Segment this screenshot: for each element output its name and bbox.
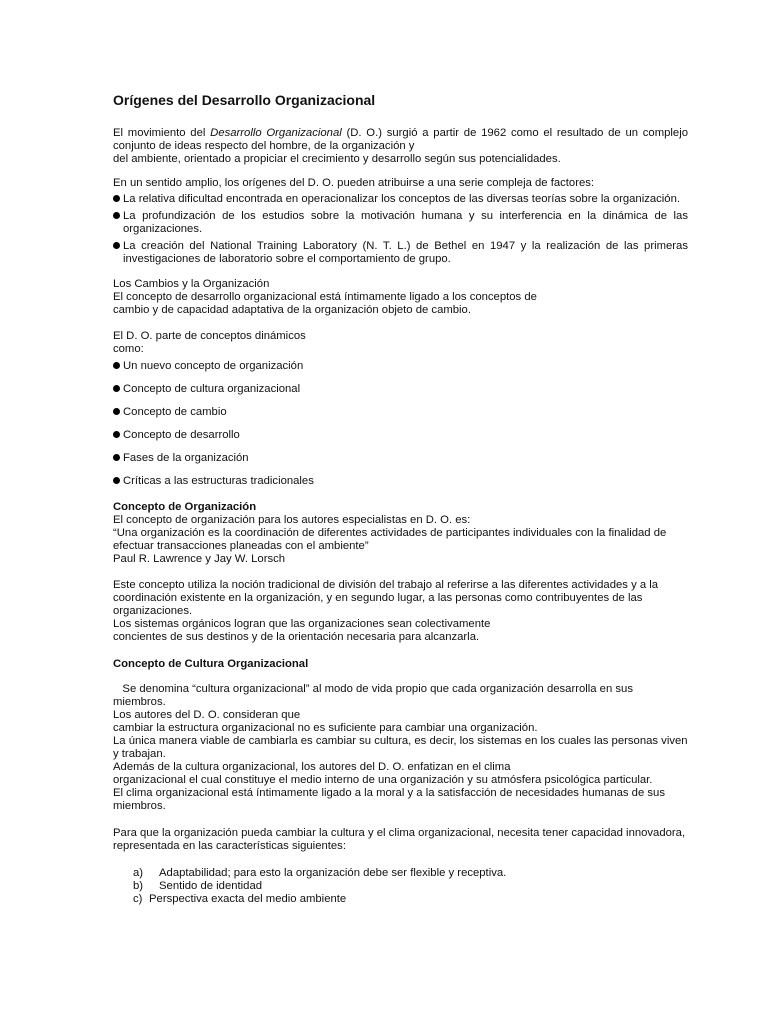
section-heading: Concepto de Cultura Organizacional bbox=[113, 658, 309, 670]
list-item-text: Un nuevo concepto de organización bbox=[123, 360, 304, 372]
org-line: efectuar transacciones planeadas con el ambiente” bbox=[113, 540, 369, 552]
characteristics-list bbox=[133, 867, 688, 906]
dinamicos-line: como: bbox=[113, 343, 144, 355]
list-item bbox=[113, 240, 688, 266]
innov-line: Para que la organización pueda cambiar la cultura y el clima organizacional, necesita tener capacidad innovadora, bbox=[113, 827, 686, 839]
cultura-line: Los autores del D. O. consideran que bbox=[113, 709, 301, 721]
document-page bbox=[113, 92, 688, 906]
dinamicos-line: El D. O. parte de conceptos dinámicos bbox=[113, 330, 306, 342]
bullet-icon bbox=[113, 385, 120, 392]
section-heading: Concepto de Organización bbox=[113, 501, 257, 513]
list-item-text: Concepto de cambio bbox=[123, 406, 227, 418]
list-item bbox=[113, 429, 688, 442]
intro-line-2: conjunto de ideas respecto del hombre, de la organización y bbox=[113, 140, 415, 152]
list-item-text: La creación del National Training Laboratory (N. T. L.) de Bethel en 1947 y la realización de las primeras investigaciones de laboratorio sobre el comportamiento de grupo. bbox=[123, 240, 688, 265]
list-marker: b) bbox=[133, 880, 144, 892]
division-line: Este concepto utiliza la noción tradicional de división del trabajo al referirse a las diferentes actividades y a la bbox=[113, 579, 659, 591]
division-line: coordinación existente en la organización, y en segundo lugar, a las personas como contribuyentes de las bbox=[113, 592, 643, 604]
intro-line-3: del ambiente, orientado a propiciar el crecimiento y desarrollo según sus potencialidades. bbox=[113, 153, 561, 165]
dinamicos-paragraph bbox=[113, 330, 688, 356]
division-paragraph bbox=[113, 579, 688, 644]
cambios-paragraph bbox=[113, 278, 688, 317]
cultura-line: Se denomina “cultura organizacional” al modo de vida propio que cada organización desarrolla en sus bbox=[113, 683, 633, 695]
cultura-line: miembros. bbox=[113, 800, 166, 812]
bullet-icon bbox=[113, 212, 120, 219]
cultura-line: organizacional el cual constituye el medio interno de una organización y su atmósfera psicológica particular. bbox=[113, 774, 653, 786]
list-item-text: Críticas a las estructuras tradicionales bbox=[123, 475, 314, 487]
origins-lead: En un sentido amplio, los orígenes del D. O. pueden atribuirse a una serie compleja de factores: bbox=[113, 177, 595, 189]
list-item bbox=[113, 210, 688, 236]
concepts-list bbox=[113, 360, 688, 488]
cambios-line: El concepto de desarrollo organizacional está íntimamente ligado a los conceptos de bbox=[113, 291, 537, 303]
list-item bbox=[133, 893, 688, 906]
cultura-line: Además de la cultura organizacional, los autores del D. O. enfatizan en el clima bbox=[113, 761, 511, 773]
list-item bbox=[133, 867, 688, 880]
list-item bbox=[113, 383, 688, 396]
origins-list bbox=[113, 193, 688, 266]
cultura-line: El clima organizacional está íntimamente ligado a la moral y a la satisfacción de necesidades humanas de sus bbox=[113, 787, 665, 799]
innov-line: representada en las características siguientes: bbox=[113, 840, 346, 852]
org-author: Paul R. Lawrence y Jay W. Lorsch bbox=[113, 553, 286, 565]
list-item bbox=[113, 193, 688, 206]
list-item-text: La profundización de los estudios sobre la motivación humana y su interferencia en la dinámica de las organizaciones. bbox=[123, 210, 688, 235]
bullet-icon bbox=[113, 242, 120, 249]
list-item bbox=[113, 360, 688, 373]
bullet-icon bbox=[113, 454, 120, 461]
org-section bbox=[113, 501, 688, 566]
division-line: concientes de sus destinos y de la orientación necesaria para alcanzarla. bbox=[113, 631, 480, 643]
bullet-icon bbox=[113, 477, 120, 484]
cultura-line: La única manera viable de cambiarla es cambiar su cultura, es decir, los sistemas en los cuales las personas viven bbox=[113, 735, 688, 747]
innov-paragraph bbox=[113, 827, 688, 853]
cultura-section bbox=[113, 658, 688, 813]
list-item-text: Concepto de desarrollo bbox=[123, 429, 240, 441]
list-item bbox=[113, 475, 688, 488]
list-item-text: Sentido de identidad bbox=[159, 880, 263, 892]
list-item-text: Adaptabilidad; para esto la organización debe ser flexible y receptiva. bbox=[159, 867, 507, 879]
division-line: Los sistemas orgánicos logran que las organizaciones sean colectivamente bbox=[113, 618, 491, 630]
list-item bbox=[133, 880, 688, 893]
bullet-icon bbox=[113, 362, 120, 369]
cultura-line: miembros. bbox=[113, 696, 166, 708]
bullet-icon bbox=[113, 195, 120, 202]
list-item-text: La relativa dificultad encontrada en operacionalizar los conceptos de las diversas teorías sobre la organización. bbox=[123, 193, 681, 205]
list-item-text: Fases de la organización bbox=[123, 452, 249, 464]
list-item-text: Perspectiva exacta del medio ambiente bbox=[149, 893, 347, 905]
cultura-line: y trabajan. bbox=[113, 748, 166, 760]
list-marker: a) bbox=[133, 867, 144, 879]
list-item bbox=[113, 406, 688, 419]
intro-emphasis: Desarrollo Organizacional bbox=[210, 127, 342, 139]
division-line: organizaciones. bbox=[113, 605, 193, 617]
org-line: “Una organización es la coordinación de diferentes actividades de participantes individuales con la finalidad de bbox=[113, 527, 667, 539]
org-line: El concepto de organización para los autores especialistas en D. O. es: bbox=[113, 514, 471, 526]
list-marker: c) bbox=[133, 893, 143, 905]
list-item-text: Concepto de cultura organizacional bbox=[123, 383, 301, 395]
cambios-heading: Los Cambios y la Organización bbox=[113, 278, 270, 290]
cultura-line: cambiar la estructura organizacional no es suficiente para cambiar una organización. bbox=[113, 722, 538, 734]
cambios-line: cambio y de capacidad adaptativa de la organización objeto de cambio. bbox=[113, 304, 471, 316]
bullet-icon bbox=[113, 408, 120, 415]
intro-paragraph bbox=[113, 127, 688, 166]
intro-line-1: El movimiento del Desarrollo Organizacional (D. O.) surgió a partir de 1962 como el resultado de un complejo bbox=[113, 127, 688, 139]
page-title: Orígenes del Desarrollo Organizacional bbox=[113, 92, 376, 108]
bullet-icon bbox=[113, 431, 120, 438]
list-item bbox=[113, 452, 688, 465]
